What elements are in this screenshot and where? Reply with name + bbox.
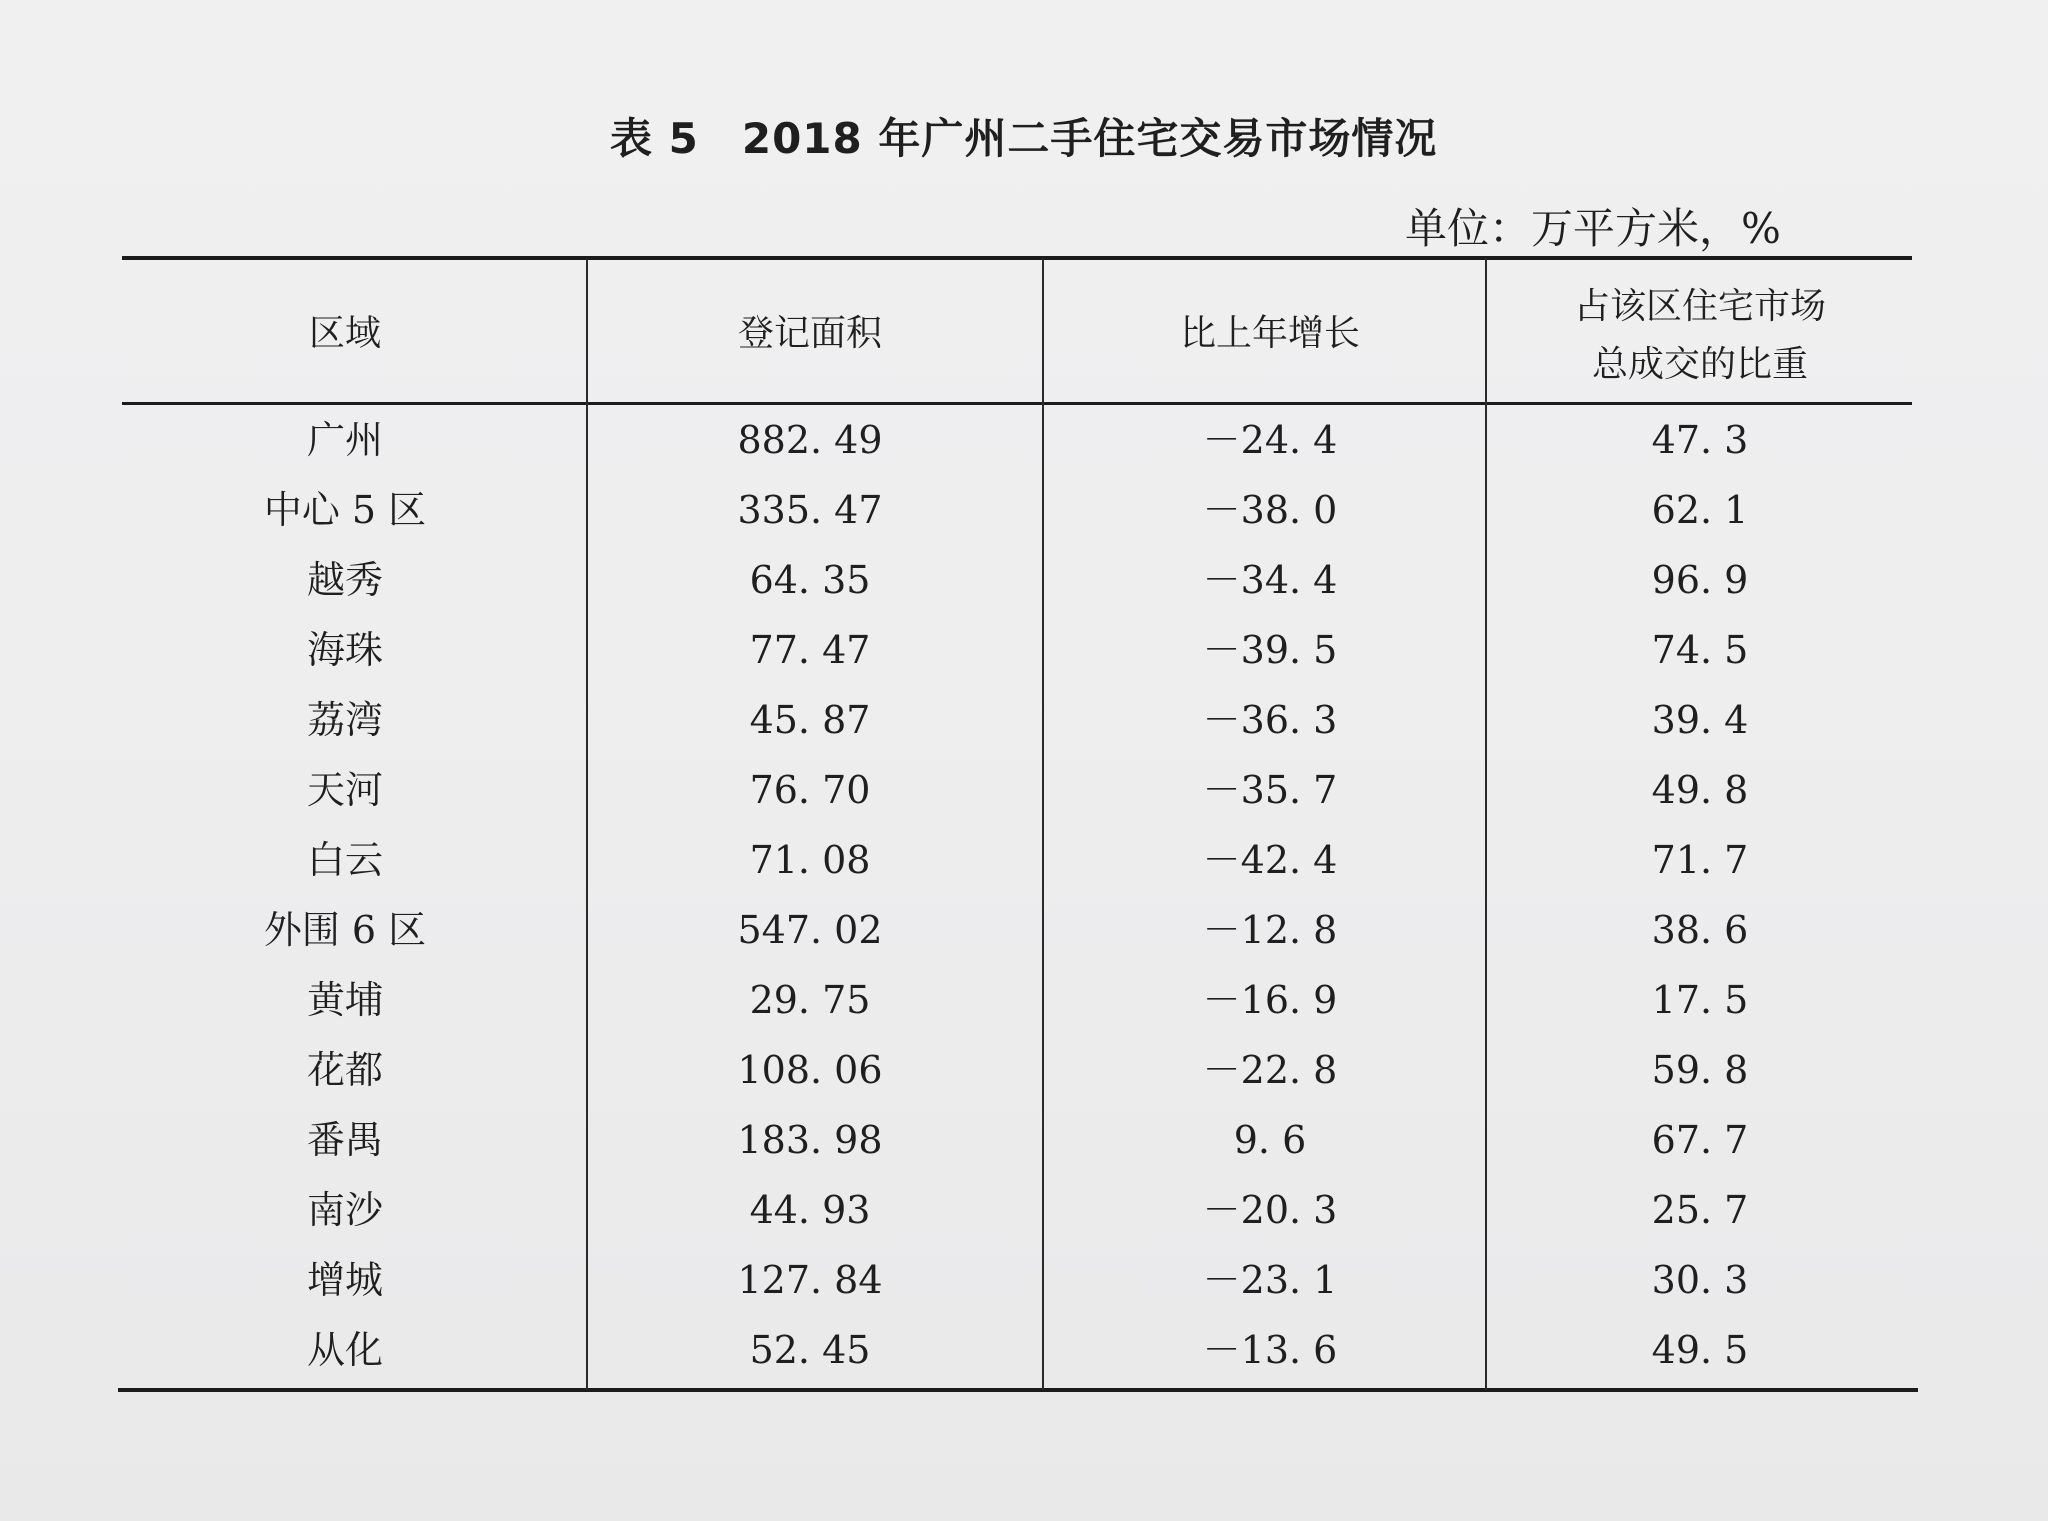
table-row xyxy=(0,1245,2048,1315)
share-cell: 62. 1 xyxy=(1651,488,1749,532)
share-cell: 39. 4 xyxy=(1651,698,1749,742)
area-cell: 52. 45 xyxy=(749,1328,871,1372)
area-cell: 335. 47 xyxy=(737,488,883,532)
share-cell: 30. 3 xyxy=(1651,1258,1749,1302)
area-cell: 64. 35 xyxy=(749,558,871,602)
region-cell: 增城 xyxy=(306,1258,383,1302)
region-cell: 黄埔 xyxy=(306,978,383,1022)
share-cell: 67. 7 xyxy=(1651,1118,1749,1162)
growth-cell: －36. 3 xyxy=(1202,698,1338,742)
region-cell: 荔湾 xyxy=(306,698,383,742)
share-cell: 59. 8 xyxy=(1651,1048,1749,1092)
share-cell: 71. 7 xyxy=(1651,838,1749,882)
region-cell: 外围 6 区 xyxy=(263,908,427,952)
table-row xyxy=(0,965,2048,1035)
growth-cell: －38. 0 xyxy=(1202,488,1338,532)
region-cell: 天河 xyxy=(306,768,383,812)
top-rule xyxy=(122,256,1912,260)
growth-cell: －24. 4 xyxy=(1202,418,1338,462)
region-cell: 白云 xyxy=(306,838,383,882)
table-row xyxy=(0,615,2048,685)
table-title: 表 5 2018 年广州二手住宅交易市场情况 xyxy=(610,114,1438,163)
share-cell: 17. 5 xyxy=(1651,978,1749,1022)
header-region: 区域 xyxy=(308,313,381,354)
growth-cell: －35. 7 xyxy=(1202,768,1338,812)
growth-cell: －13. 6 xyxy=(1202,1328,1338,1372)
region-cell: 花都 xyxy=(306,1048,383,1092)
area-cell: 29. 75 xyxy=(749,978,871,1022)
region-cell: 从化 xyxy=(306,1328,383,1372)
region-cell: 广州 xyxy=(306,418,383,462)
area-cell: 77. 47 xyxy=(749,628,871,672)
growth-cell: 9. 6 xyxy=(1233,1118,1307,1162)
share-cell: 38. 6 xyxy=(1651,908,1749,952)
table-row xyxy=(0,1105,2048,1175)
region-cell: 中心 5 区 xyxy=(263,488,427,532)
area-cell: 45. 87 xyxy=(749,698,871,742)
table-row xyxy=(0,685,2048,755)
region-cell: 番禺 xyxy=(306,1118,383,1162)
region-cell: 越秀 xyxy=(306,558,383,602)
header-share-line2: 总成交的比重 xyxy=(1591,344,1808,385)
share-cell: 49. 8 xyxy=(1651,768,1749,812)
growth-cell: －39. 5 xyxy=(1202,628,1338,672)
bottom-rule xyxy=(118,1388,1918,1392)
growth-cell: －23. 1 xyxy=(1202,1258,1338,1302)
growth-cell: －42. 4 xyxy=(1202,838,1338,882)
region-cell: 南沙 xyxy=(306,1188,383,1232)
header-area: 登记面积 xyxy=(737,313,882,354)
table-row xyxy=(0,1035,2048,1105)
table-row xyxy=(0,405,2048,475)
table-row xyxy=(0,545,2048,615)
growth-cell: －34. 4 xyxy=(1202,558,1338,602)
area-cell: 547. 02 xyxy=(737,908,883,952)
table-row xyxy=(0,825,2048,895)
area-cell: 108. 06 xyxy=(737,1048,883,1092)
area-cell: 183. 98 xyxy=(737,1118,883,1162)
share-cell: 96. 9 xyxy=(1651,558,1749,602)
growth-cell: －12. 8 xyxy=(1202,908,1338,952)
area-cell: 127. 84 xyxy=(737,1258,883,1302)
header-growth: 比上年增长 xyxy=(1179,313,1360,354)
area-cell: 71. 08 xyxy=(749,838,871,882)
growth-cell: －22. 8 xyxy=(1202,1048,1338,1092)
share-cell: 49. 5 xyxy=(1651,1328,1749,1372)
share-cell: 47. 3 xyxy=(1651,418,1749,462)
growth-cell: －16. 9 xyxy=(1202,978,1338,1022)
growth-cell: －20. 3 xyxy=(1202,1188,1338,1232)
share-cell: 74. 5 xyxy=(1651,628,1749,672)
table-row xyxy=(0,755,2048,825)
area-cell: 76. 70 xyxy=(749,768,871,812)
area-cell: 882. 49 xyxy=(737,418,883,462)
table-row xyxy=(0,475,2048,545)
region-cell: 海珠 xyxy=(306,628,383,672)
area-cell: 44. 93 xyxy=(749,1188,871,1232)
unit-label: 单位：万平方米，% xyxy=(1405,204,1781,253)
header-share-line1: 占该区住宅市场 xyxy=(1573,286,1826,327)
table-row xyxy=(0,895,2048,965)
share-cell: 25. 7 xyxy=(1651,1188,1749,1232)
table-row xyxy=(0,1175,2048,1245)
table-row xyxy=(0,1315,2048,1385)
